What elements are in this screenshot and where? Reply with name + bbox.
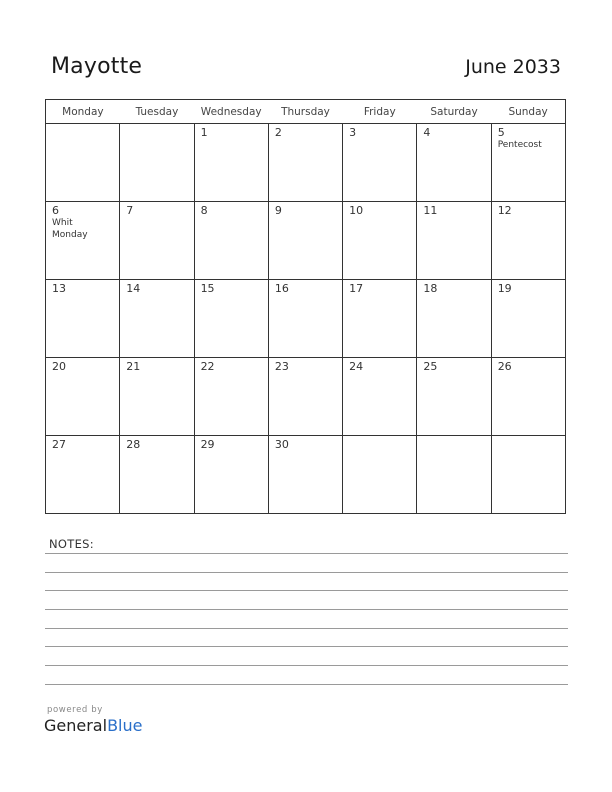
brand-name-general: General [44, 716, 108, 735]
weekday-header: Monday [46, 100, 120, 124]
day-cell [417, 358, 491, 436]
day-cell [46, 280, 120, 358]
day-number [492, 436, 565, 438]
day-cell [268, 280, 342, 358]
week-row [46, 202, 566, 280]
day-number: 5 [497, 126, 505, 139]
day-cell [194, 124, 268, 202]
notes-line [45, 553, 568, 554]
day-cell [343, 202, 417, 280]
day-number [343, 436, 416, 438]
day-cell [417, 202, 491, 280]
weekday-header: Thursday [268, 100, 342, 124]
day-number: 9 [274, 204, 282, 217]
day-number: 12 [497, 204, 512, 217]
calendar-month-title: June 2033 [465, 56, 561, 78]
day-cell [120, 358, 194, 436]
day-number: 4 [423, 126, 431, 139]
notes-line [45, 609, 568, 610]
notes-line [45, 684, 568, 685]
weekday-header: Wednesday [194, 100, 268, 124]
day-cell [491, 124, 565, 202]
day-number [120, 124, 193, 126]
day-number: 1 [200, 126, 208, 139]
day-number [46, 124, 119, 126]
notes-line [45, 628, 568, 629]
day-cell [194, 358, 268, 436]
week-row [46, 124, 566, 202]
day-cell [46, 358, 120, 436]
day-number: 8 [200, 204, 208, 217]
week-row [46, 280, 566, 358]
day-number: 3 [349, 126, 357, 139]
day-cell [46, 202, 120, 280]
notes-line [45, 590, 568, 591]
day-cell [268, 436, 342, 514]
day-number: 23 [274, 360, 289, 373]
day-cell [417, 436, 491, 514]
day-number: 15 [200, 282, 215, 295]
day-number: 19 [497, 282, 512, 295]
day-cell [194, 280, 268, 358]
day-number: 21 [126, 360, 141, 373]
day-number: 25 [423, 360, 438, 373]
day-cell [194, 202, 268, 280]
day-number: 2 [274, 126, 282, 139]
day-number: 24 [349, 360, 364, 373]
weekday-header-row [46, 100, 566, 124]
notes-line [45, 572, 568, 573]
day-cell [120, 280, 194, 358]
day-cell [46, 436, 120, 514]
holiday-label: Pentecost [497, 140, 542, 150]
day-number: 26 [497, 360, 512, 373]
day-number: 10 [349, 204, 364, 217]
brand-logo [44, 716, 142, 735]
holiday-label: Whit Monday [52, 218, 88, 240]
day-cell [268, 358, 342, 436]
day-cell [268, 124, 342, 202]
day-number: 28 [126, 438, 141, 451]
day-cell [268, 202, 342, 280]
day-cell [343, 436, 417, 514]
day-number: 17 [349, 282, 364, 295]
weekday-header: Sunday [491, 100, 565, 124]
calendar-country-title: Mayotte [51, 54, 143, 79]
day-number: 6 [52, 204, 59, 217]
notes-line [45, 646, 568, 647]
day-number: 18 [423, 282, 438, 295]
day-number: 7 [126, 204, 134, 217]
day-number: 20 [52, 360, 66, 373]
weekday-header: Saturday [417, 100, 491, 124]
day-cell [46, 124, 120, 202]
day-number: 14 [126, 282, 141, 295]
day-number [417, 436, 490, 438]
notes-line [45, 665, 568, 666]
day-number: 27 [52, 438, 66, 451]
weekday-header: Friday [343, 100, 417, 124]
calendar-grid [45, 99, 566, 514]
week-row [46, 358, 566, 436]
day-number: 29 [200, 438, 215, 451]
day-number: 11 [423, 204, 438, 217]
week-row [46, 436, 566, 514]
day-cell [120, 124, 194, 202]
day-number: 16 [274, 282, 289, 295]
day-cell [343, 358, 417, 436]
day-cell [491, 358, 565, 436]
day-cell [491, 280, 565, 358]
day-number: 30 [274, 438, 289, 451]
notes-label: NOTES: [49, 537, 94, 551]
day-number: 22 [200, 360, 215, 373]
brand-name-blue: Blue [107, 716, 143, 735]
day-number: 13 [52, 282, 66, 295]
day-cell [491, 202, 565, 280]
day-cell [417, 280, 491, 358]
day-cell [120, 436, 194, 514]
day-cell [343, 280, 417, 358]
day-cell [491, 436, 565, 514]
day-cell [194, 436, 268, 514]
powered-by-text: powered by [47, 705, 103, 715]
day-cell [417, 124, 491, 202]
day-cell [343, 124, 417, 202]
day-cell [120, 202, 194, 280]
weekday-header: Tuesday [120, 100, 194, 124]
